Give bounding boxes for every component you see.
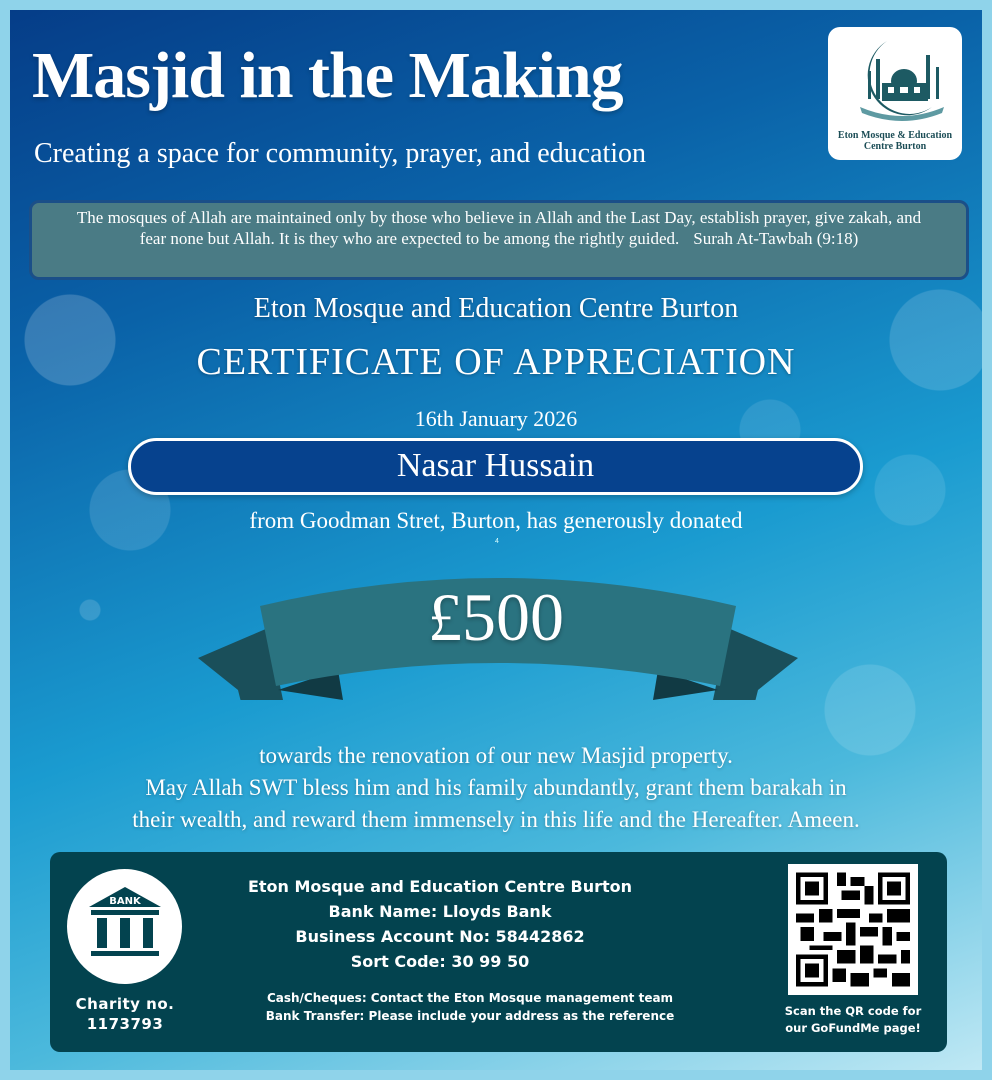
sort-code: Sort Code: 30 99 50 <box>350 952 530 971</box>
quote-text: The mosques of Allah are maintained only by those who believe in Allah and the Last Day, establish prayer, give zakah, and fear none but Allah. It is they who are expected to be among the rightly guided. <box>76 208 922 248</box>
qr-caption-line-1: Scan the QR code for <box>784 1004 922 1018</box>
page-title: Masjid in the Making <box>32 39 623 112</box>
certificate-heading: CERTIFICATE OF APPRECIATION <box>196 341 796 383</box>
svg-text:BANK: BANK <box>109 896 141 907</box>
body-line-2: May Allah SWT bless him and his family abundantly, grant them barakah in <box>145 775 847 800</box>
bank-details-panel <box>50 852 947 1052</box>
donation-amount: £500 <box>428 579 564 655</box>
account-name: Eton Mosque and Education Centre Burton <box>247 877 633 896</box>
donor-name: Nasar Hussain <box>128 438 863 495</box>
payment-notes <box>220 989 720 1025</box>
charity-value: 1173793 <box>86 1015 164 1033</box>
qr-caption-line-2: our GoFundMe page! <box>785 1021 921 1035</box>
charity-label: Charity no. <box>75 995 175 1013</box>
bank-account-details <box>210 874 670 974</box>
charity-number <box>50 994 200 1034</box>
transfer-note: Bank Transfer: Please include your address as the reference <box>265 1009 675 1023</box>
certificate-date: 16th January 2026 <box>414 406 578 431</box>
certificate-canvas <box>10 10 982 1070</box>
blessing-text <box>10 740 982 836</box>
gofundme-qr-code[interactable] <box>788 864 918 995</box>
bank-icon-circle <box>67 869 182 984</box>
qr-code-icon <box>796 872 910 987</box>
cash-note: Cash/Cheques: Contact the Eton Mosque management team <box>266 991 674 1005</box>
logo-line-1: Eton Mosque & Education <box>837 130 953 141</box>
body-line-3: their wealth, and reward them immensely in this life and the Hereafter. Ameen. <box>132 807 860 832</box>
logo-caption <box>838 130 952 152</box>
bank-icon <box>85 885 165 965</box>
logo-line-2: Centre Burton <box>863 141 927 152</box>
mosque-logo <box>828 27 962 160</box>
quran-quote-box <box>29 200 969 280</box>
body-line-1: towards the renovation of our new Masjid property. <box>259 743 733 768</box>
organisation-name: Eton Mosque and Education Centre Burton <box>253 293 739 324</box>
donor-address-line: from Goodman Stret, Burton, has generously donated <box>249 508 743 533</box>
tiny-mark: 4 <box>495 538 499 545</box>
page-subtitle: Creating a space for community, prayer, and education <box>34 138 647 169</box>
bank-name: Bank Name: Lloyds Bank <box>328 902 552 921</box>
mosque-crescent-icon <box>842 35 948 127</box>
account-number: Business Account No: 58442862 <box>295 927 585 946</box>
quote-reference: Surah At-Tawbah (9:18) <box>693 229 859 248</box>
qr-caption <box>758 1003 948 1037</box>
